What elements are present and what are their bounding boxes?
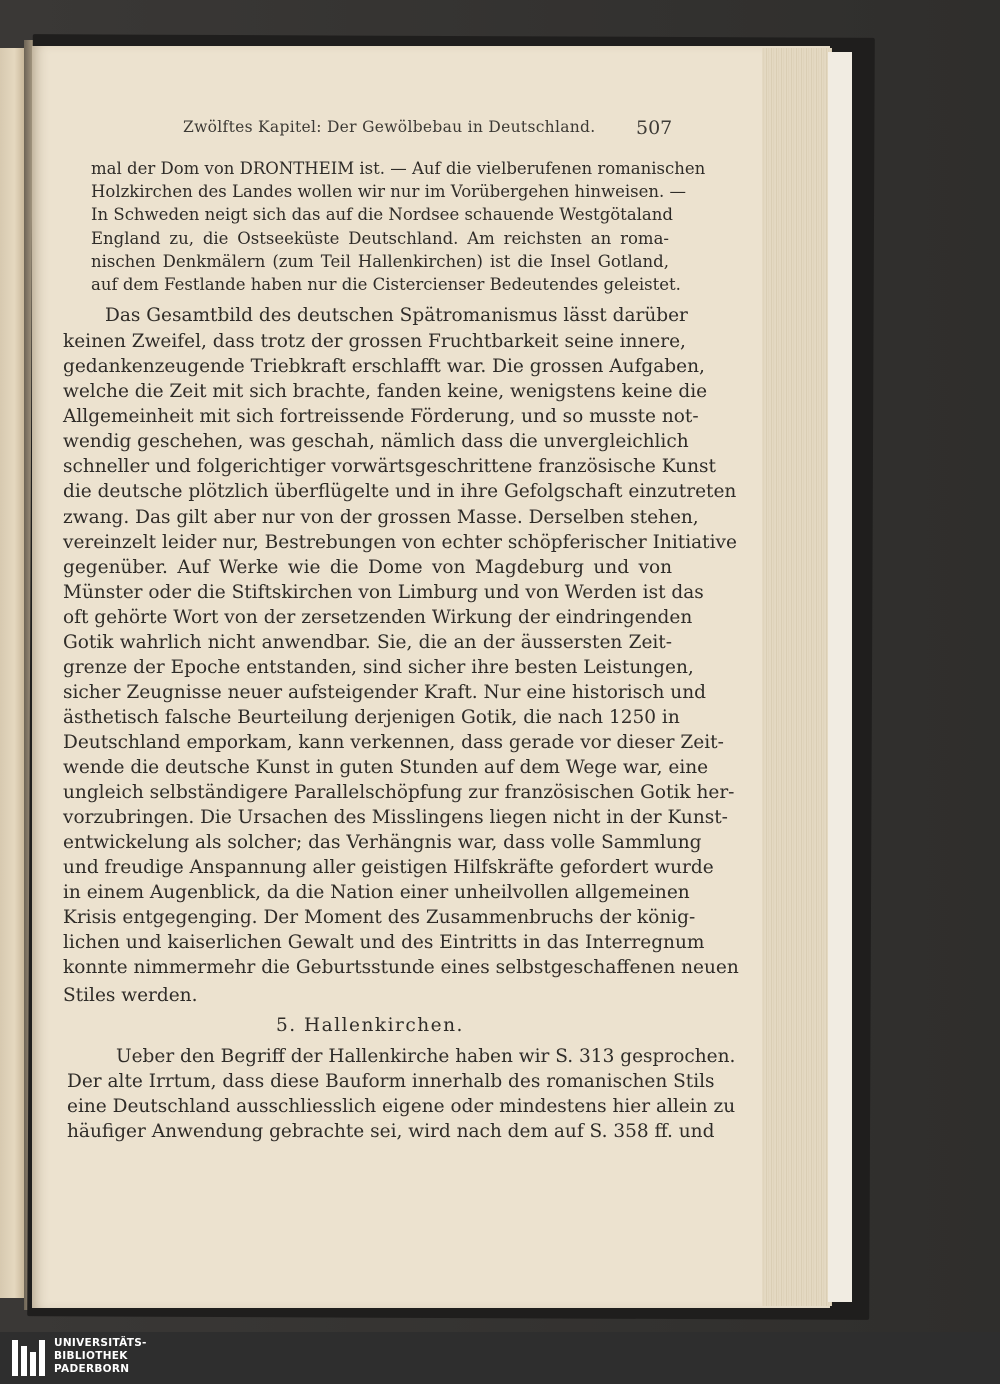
text-line: welche die Zeit mit sich brachte, fanden keine, wenigstens keine die xyxy=(63,381,708,402)
library-name-line: UNIVERSITÄTS- xyxy=(54,1337,147,1349)
text-line: häufiger Anwendung gebrachte sei, wird nach dem auf S. 358 ff. und xyxy=(67,1121,715,1142)
text-line: wendig geschehen, was geschah, nämlich dass die unvergleichlich xyxy=(63,431,689,452)
text-line: ungleich selbständigere Parallelschöpfung zur französischen Gotik her- xyxy=(63,782,735,803)
text-line: grenze der Epoche entstanden, sind sicher ihre besten Leistungen, xyxy=(63,657,694,678)
page-stack-edge xyxy=(762,48,832,1306)
text-line: gedankenzeugende Triebkraft erschlafft war. Die grossen Aufgaben, xyxy=(63,356,705,377)
text-line: Ueber den Begriff der Hallenkirche haben wir S. 313 gesprochen. xyxy=(116,1046,736,1067)
text-line: Krisis entgegenging. Der Moment des Zusammenbruchs der könig- xyxy=(63,907,696,928)
text-line: zwang. Das gilt aber nur von der grossen Masse. Derselben stehen, xyxy=(63,507,699,528)
text-line: nischen Denkmälern (zum Teil Hallenkirchen) ist die Insel Gotland, xyxy=(91,252,669,271)
text-line: die deutsche plötzlich überflügelte und in ihre Gefolgschaft einzutreten xyxy=(63,481,737,502)
text-line: ästhetisch falsche Beurteilung derjenigen Gotik, die nach 1250 in xyxy=(63,707,680,728)
previous-page-edge xyxy=(0,48,26,1298)
text-line: Gotik wahrlich nicht anwendbar. Sie, die an der äussersten Zeit- xyxy=(63,632,672,653)
text-line: Der alte Irrtum, dass diese Bauform innerhalb des romanischen Stils xyxy=(67,1071,715,1092)
text-line: Das Gesamtbild des deutschen Spätromanismus lässt darüber xyxy=(105,305,688,326)
text-line: Deutschland emporkam, kann verkennen, dass gerade vor dieser Zeit- xyxy=(63,732,724,753)
text-line: wende die deutsche Kunst in guten Stunden auf dem Wege war, eine xyxy=(63,757,709,778)
text-line: Münster oder die Stiftskirchen von Limburg und von Werden ist das xyxy=(63,582,704,603)
cover-inner-edge xyxy=(828,52,852,1302)
library-name xyxy=(54,1337,147,1376)
text-line: entwickelung als solcher; das Verhängnis war, dass volle Sammlung xyxy=(63,832,702,853)
running-head: Zwölftes Kapitel: Der Gewölbebau in Deutschland. xyxy=(183,118,596,136)
library-name-line: BIBLIOTHEK xyxy=(54,1350,128,1362)
text-line: eine Deutschland ausschliesslich eigene oder mindestens hier allein zu xyxy=(67,1096,736,1117)
text-line: mal der Dom von DRONTHEIM ist. — Auf die vielberufenen romanischen xyxy=(91,159,706,178)
text-line: Stiles werden. xyxy=(63,985,198,1006)
text-line: auf dem Festlande haben nur die Cistercienser Bedeutendes geleistet. xyxy=(91,275,681,294)
text-line: keinen Zweifel, dass trotz der grossen Fruchtbarkeit seine innere, xyxy=(63,331,686,352)
page-number: 507 xyxy=(636,117,673,139)
text-line: und freudige Anspannung aller geistigen Hilfskräfte gefordert wurde xyxy=(63,857,714,878)
section-heading: 5. Hallenkirchen. xyxy=(276,1015,464,1036)
text-line: In Schweden neigt sich das auf die Nordsee schauende Westgötaland xyxy=(91,205,673,224)
text-line: gegenüber. Auf Werke wie die Dome von Magdeburg und von xyxy=(63,557,672,578)
text-line: in einem Augenblick, da die Nation einer unheilvollen allgemeinen xyxy=(63,882,690,903)
text-line: Holzkirchen des Landes wollen wir nur im Vorübergehen hinweisen. — xyxy=(91,182,686,201)
text-line: England zu, die Ostseeküste Deutschland. Am reichsten an roma- xyxy=(91,229,669,248)
library-footer xyxy=(0,1332,1000,1384)
library-name-line: PADERBORN xyxy=(54,1363,130,1375)
text-line: vorzubringen. Die Ursachen des Misslingens liegen nicht in der Kunst- xyxy=(63,807,728,828)
text-line: Allgemeinheit mit sich fortreissende Förderung, und so musste not- xyxy=(63,406,699,427)
library-logo-icon xyxy=(12,1340,52,1376)
text-line: konnte nimmermehr die Geburtsstunde eines selbstgeschaffenen neuen xyxy=(63,957,739,978)
text-line: schneller und folgerichtiger vorwärtsgeschrittene französische Kunst xyxy=(63,456,716,477)
text-line: oft gehörte Wort von der zersetzenden Wirkung der eindringenden xyxy=(63,607,693,628)
text-line: vereinzelt leider nur, Bestrebungen von echter schöpferischer Initiative xyxy=(63,532,737,553)
text-line: sicher Zeugnisse neuer aufsteigender Kraft. Nur eine historisch und xyxy=(63,682,706,703)
text-line: lichen und kaiserlichen Gewalt und des Eintritts in das Interregnum xyxy=(63,932,705,953)
